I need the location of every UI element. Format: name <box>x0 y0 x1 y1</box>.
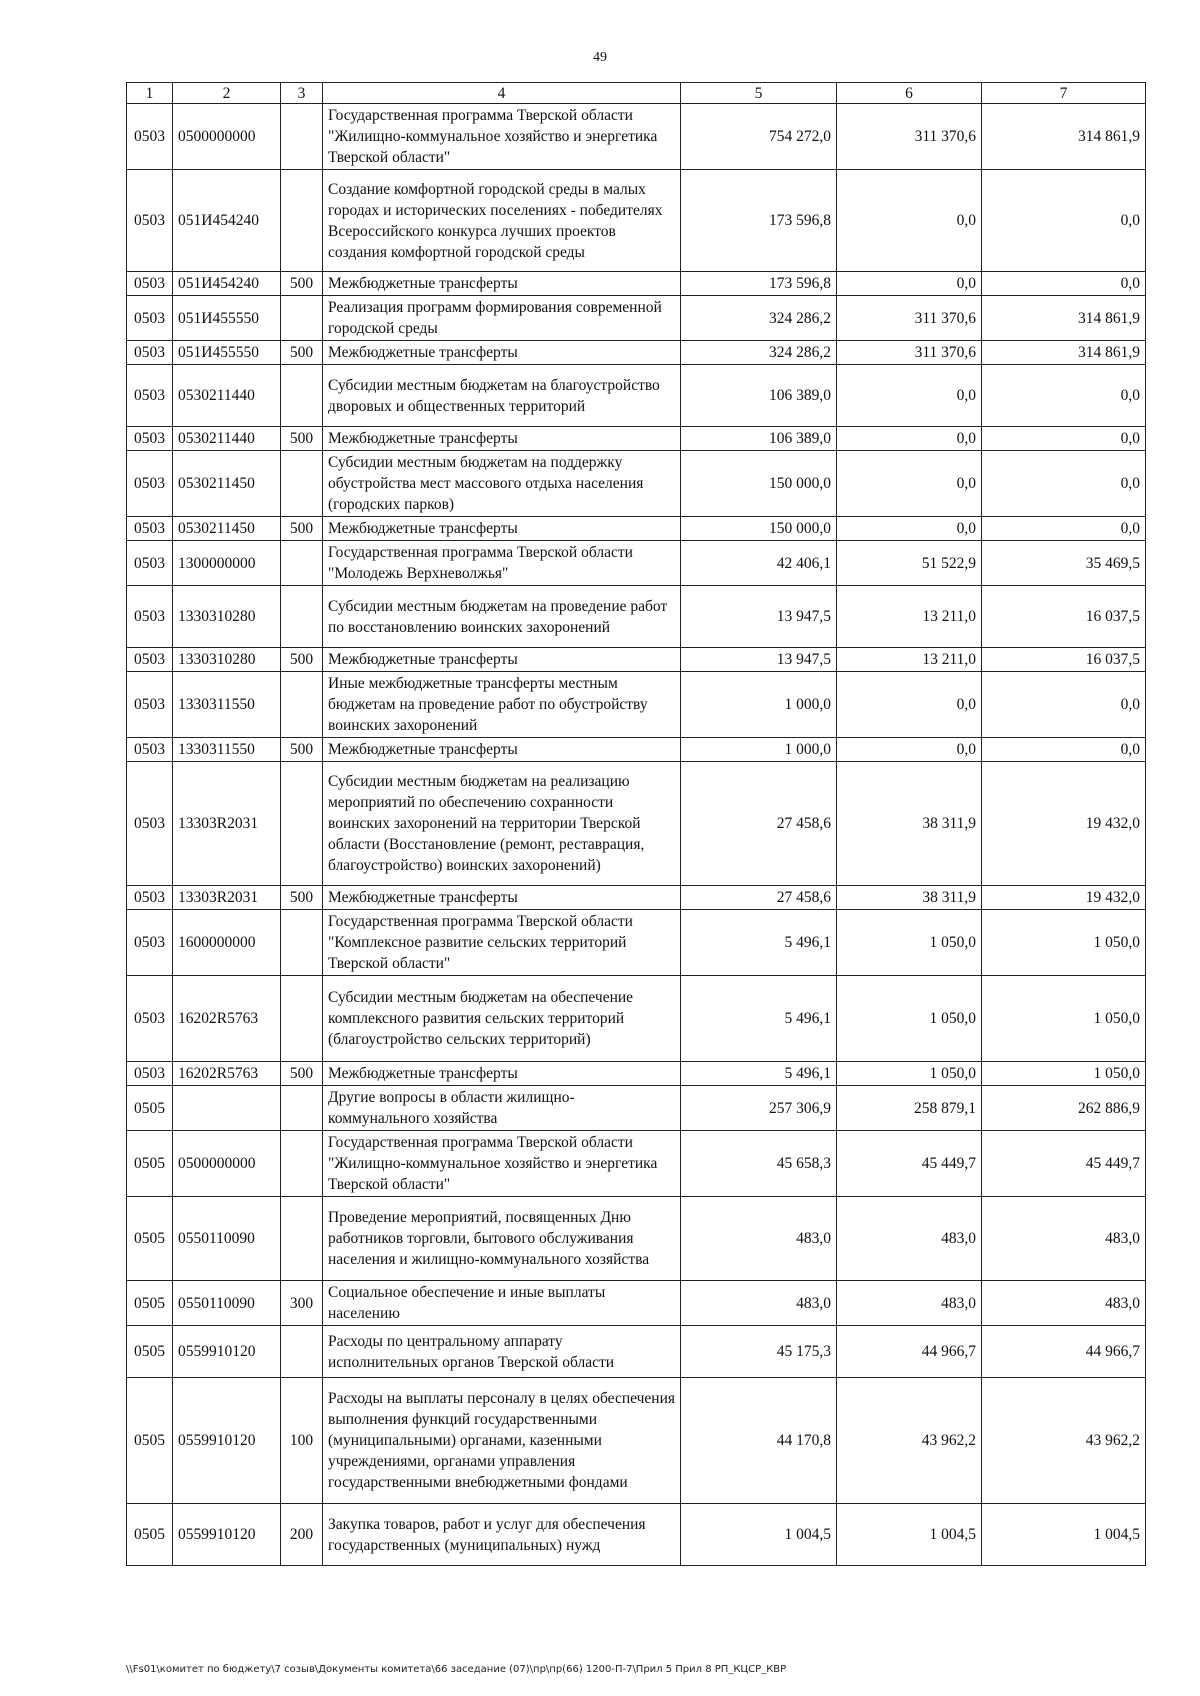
row-section-cell: 0505 <box>127 1281 173 1326</box>
column-header: 1 <box>127 83 173 104</box>
table-row <box>127 170 1146 272</box>
row-name-cell: Субсидии местным бюджетам на реализацию мероприятий по обеспечению сохранности воинских захоронений на территории Тверской области (Восстановление (ремонт, реставрация, благоустройство) воинских захоронений) <box>323 762 681 886</box>
table-row <box>127 1197 1146 1281</box>
row-value-year2-cell: 1 050,0 <box>837 976 982 1062</box>
row-type-cell <box>281 762 323 886</box>
row-value-year3-cell: 314 861,9 <box>982 341 1146 365</box>
row-section-cell: 0503 <box>127 427 173 451</box>
row-type-cell: 500 <box>281 517 323 541</box>
table-row <box>127 648 1146 672</box>
row-value-year3-cell: 43 962,2 <box>982 1378 1146 1504</box>
table-row <box>127 886 1146 910</box>
row-code-cell: 0530211450 <box>173 451 281 517</box>
row-value-year3-cell: 483,0 <box>982 1197 1146 1281</box>
row-value-year2-cell: 13 211,0 <box>837 648 982 672</box>
row-value-year2-cell: 38 311,9 <box>837 886 982 910</box>
row-name-cell: Межбюджетные трансферты <box>323 341 681 365</box>
row-section-cell: 0505 <box>127 1378 173 1504</box>
row-value-year1-cell: 483,0 <box>681 1197 837 1281</box>
row-value-year1-cell: 106 389,0 <box>681 427 837 451</box>
table-row <box>127 1131 1146 1197</box>
row-name-cell: Расходы по центральному аппарату исполнительных органов Тверской области <box>323 1326 681 1378</box>
row-value-year3-cell: 314 861,9 <box>982 296 1146 341</box>
row-value-year2-cell: 0,0 <box>837 170 982 272</box>
row-section-cell: 0505 <box>127 1197 173 1281</box>
row-value-year2-cell: 0,0 <box>837 365 982 427</box>
row-section-cell: 0503 <box>127 762 173 886</box>
row-code-cell: 051И454240 <box>173 170 281 272</box>
row-code-cell: 0559910120 <box>173 1504 281 1566</box>
row-name-cell: Межбюджетные трансферты <box>323 886 681 910</box>
row-section-cell: 0503 <box>127 365 173 427</box>
row-value-year1-cell: 13 947,5 <box>681 586 837 648</box>
row-value-year3-cell: 19 432,0 <box>982 762 1146 886</box>
row-section-cell: 0503 <box>127 170 173 272</box>
row-code-cell: 0559910120 <box>173 1326 281 1378</box>
row-value-year3-cell: 0,0 <box>982 365 1146 427</box>
row-value-year1-cell: 324 286,2 <box>681 341 837 365</box>
row-code-cell: 0530211440 <box>173 427 281 451</box>
row-section-cell: 0503 <box>127 451 173 517</box>
row-type-cell: 500 <box>281 648 323 672</box>
row-type-cell: 500 <box>281 886 323 910</box>
row-code-cell: 0550110090 <box>173 1197 281 1281</box>
row-value-year1-cell: 27 458,6 <box>681 762 837 886</box>
row-type-cell: 300 <box>281 1281 323 1326</box>
column-header: 7 <box>982 83 1146 104</box>
row-section-cell: 0503 <box>127 272 173 296</box>
table-row <box>127 976 1146 1062</box>
table-row <box>127 296 1146 341</box>
row-type-cell <box>281 586 323 648</box>
row-type-cell: 500 <box>281 341 323 365</box>
row-value-year3-cell: 19 432,0 <box>982 886 1146 910</box>
row-name-cell: Социальное обеспечение и иные выплаты населению <box>323 1281 681 1326</box>
row-section-cell: 0505 <box>127 1504 173 1566</box>
column-header: 3 <box>281 83 323 104</box>
row-type-cell <box>281 1086 323 1131</box>
row-value-year2-cell: 1 004,5 <box>837 1504 982 1566</box>
row-type-cell <box>281 451 323 517</box>
row-code-cell: 1330310280 <box>173 586 281 648</box>
row-section-cell: 0503 <box>127 341 173 365</box>
row-name-cell: Межбюджетные трансферты <box>323 1062 681 1086</box>
row-name-cell: Субсидии местным бюджетам на проведение работ по восстановлению воинских захоронений <box>323 586 681 648</box>
row-value-year3-cell: 314 861,9 <box>982 104 1146 170</box>
row-type-cell <box>281 1197 323 1281</box>
row-value-year2-cell: 483,0 <box>837 1281 982 1326</box>
table-body <box>127 104 1146 1566</box>
column-header: 2 <box>173 83 281 104</box>
row-section-cell: 0503 <box>127 104 173 170</box>
row-value-year2-cell: 0,0 <box>837 672 982 738</box>
row-value-year3-cell: 45 449,7 <box>982 1131 1146 1197</box>
row-section-cell: 0503 <box>127 738 173 762</box>
row-value-year3-cell: 0,0 <box>982 272 1146 296</box>
column-header: 6 <box>837 83 982 104</box>
row-value-year2-cell: 0,0 <box>837 738 982 762</box>
row-value-year2-cell: 13 211,0 <box>837 586 982 648</box>
row-section-cell: 0503 <box>127 586 173 648</box>
row-value-year1-cell: 45 175,3 <box>681 1326 837 1378</box>
row-value-year1-cell: 173 596,8 <box>681 170 837 272</box>
row-value-year2-cell: 44 966,7 <box>837 1326 982 1378</box>
row-type-cell: 500 <box>281 1062 323 1086</box>
row-code-cell: 13303R2031 <box>173 762 281 886</box>
row-name-cell: Государственная программа Тверской области "Комплексное развитие сельских территорий Тверской области" <box>323 910 681 976</box>
row-value-year2-cell: 311 370,6 <box>837 341 982 365</box>
table-row <box>127 1326 1146 1378</box>
row-value-year2-cell: 1 050,0 <box>837 1062 982 1086</box>
row-code-cell: 1300000000 <box>173 541 281 586</box>
row-value-year1-cell: 5 496,1 <box>681 976 837 1062</box>
row-section-cell: 0503 <box>127 1062 173 1086</box>
row-value-year3-cell: 0,0 <box>982 451 1146 517</box>
row-value-year1-cell: 27 458,6 <box>681 886 837 910</box>
table-row <box>127 672 1146 738</box>
row-value-year2-cell: 43 962,2 <box>837 1378 982 1504</box>
row-code-cell: 0530211440 <box>173 365 281 427</box>
row-value-year3-cell: 0,0 <box>982 427 1146 451</box>
table-row <box>127 541 1146 586</box>
table-row <box>127 451 1146 517</box>
row-section-cell: 0503 <box>127 648 173 672</box>
row-value-year2-cell: 0,0 <box>837 451 982 517</box>
row-value-year3-cell: 483,0 <box>982 1281 1146 1326</box>
row-code-cell: 051И455550 <box>173 296 281 341</box>
row-name-cell: Расходы на выплаты персоналу в целях обеспечения выполнения функций государственными (муниципальными) органами, казенными учреждениями, органами управления государственными внебюджетными фондами <box>323 1378 681 1504</box>
row-section-cell: 0503 <box>127 541 173 586</box>
table-header-row <box>127 83 1146 104</box>
row-code-cell: 0500000000 <box>173 1131 281 1197</box>
row-value-year1-cell: 106 389,0 <box>681 365 837 427</box>
row-type-cell <box>281 1131 323 1197</box>
row-code-cell: 1330310280 <box>173 648 281 672</box>
row-value-year2-cell: 45 449,7 <box>837 1131 982 1197</box>
row-value-year1-cell: 45 658,3 <box>681 1131 837 1197</box>
row-code-cell: 0559910120 <box>173 1378 281 1504</box>
table-row <box>127 341 1146 365</box>
row-value-year3-cell: 0,0 <box>982 517 1146 541</box>
row-section-cell: 0505 <box>127 1086 173 1131</box>
row-value-year1-cell: 5 496,1 <box>681 1062 837 1086</box>
row-value-year1-cell: 1 000,0 <box>681 672 837 738</box>
row-value-year1-cell: 1 000,0 <box>681 738 837 762</box>
row-type-cell <box>281 296 323 341</box>
row-type-cell: 500 <box>281 427 323 451</box>
row-section-cell: 0503 <box>127 517 173 541</box>
row-value-year3-cell: 1 050,0 <box>982 1062 1146 1086</box>
table-row <box>127 427 1146 451</box>
row-code-cell: 051И455550 <box>173 341 281 365</box>
row-type-cell <box>281 104 323 170</box>
row-value-year3-cell: 0,0 <box>982 672 1146 738</box>
row-type-cell: 500 <box>281 272 323 296</box>
row-code-cell: 16202R5763 <box>173 976 281 1062</box>
row-name-cell: Межбюджетные трансферты <box>323 272 681 296</box>
row-code-cell: 051И454240 <box>173 272 281 296</box>
row-code-cell: 1330311550 <box>173 738 281 762</box>
row-type-cell: 200 <box>281 1504 323 1566</box>
column-header: 5 <box>681 83 837 104</box>
row-name-cell: Субсидии местным бюджетам на обеспечение комплексного развития сельских территорий (благоустройство сельских территорий) <box>323 976 681 1062</box>
row-value-year2-cell: 0,0 <box>837 517 982 541</box>
table-row <box>127 1086 1146 1131</box>
table-row <box>127 365 1146 427</box>
row-value-year2-cell: 311 370,6 <box>837 296 982 341</box>
row-value-year3-cell: 1 050,0 <box>982 976 1146 1062</box>
page-number: 49 <box>593 50 607 65</box>
row-value-year1-cell: 324 286,2 <box>681 296 837 341</box>
row-value-year3-cell: 0,0 <box>982 170 1146 272</box>
row-name-cell: Государственная программа Тверской области "Жилищно-коммунальное хозяйство и энергетика Тверской области" <box>323 1131 681 1197</box>
row-value-year1-cell: 42 406,1 <box>681 541 837 586</box>
row-type-cell: 100 <box>281 1378 323 1504</box>
row-section-cell: 0505 <box>127 1326 173 1378</box>
row-code-cell: 13303R2031 <box>173 886 281 910</box>
row-value-year1-cell: 44 170,8 <box>681 1378 837 1504</box>
row-value-year2-cell: 38 311,9 <box>837 762 982 886</box>
row-value-year2-cell: 483,0 <box>837 1197 982 1281</box>
row-code-cell: 1330311550 <box>173 672 281 738</box>
row-value-year1-cell: 1 004,5 <box>681 1504 837 1566</box>
row-section-cell: 0503 <box>127 910 173 976</box>
row-value-year2-cell: 0,0 <box>837 272 982 296</box>
row-value-year2-cell: 258 879,1 <box>837 1086 982 1131</box>
row-name-cell: Закупка товаров, работ и услуг для обеспечения государственных (муниципальных) нужд <box>323 1504 681 1566</box>
row-section-cell: 0503 <box>127 672 173 738</box>
row-type-cell <box>281 1326 323 1378</box>
row-code-cell: 1600000000 <box>173 910 281 976</box>
row-value-year2-cell: 1 050,0 <box>837 910 982 976</box>
row-type-cell: 500 <box>281 738 323 762</box>
row-name-cell: Создание комфортной городской среды в малых городах и исторических поселениях - победителях Всероссийского конкурса лучших проектов создания комфортной городской среды <box>323 170 681 272</box>
row-code-cell: 16202R5763 <box>173 1062 281 1086</box>
row-name-cell: Межбюджетные трансферты <box>323 648 681 672</box>
row-type-cell <box>281 976 323 1062</box>
row-value-year3-cell: 16 037,5 <box>982 586 1146 648</box>
row-type-cell <box>281 170 323 272</box>
row-value-year3-cell: 0,0 <box>982 738 1146 762</box>
row-section-cell: 0505 <box>127 1131 173 1197</box>
file-path-footer: \\Fs01\комитет по бюджету\7 созыв\Документы комитета\66 заседание (07)\пр\пр(66) 1200-П-7\Прил 5 Прил 8 РП_КЦСР_КВР <box>126 1664 787 1675</box>
row-name-cell: Субсидии местным бюджетам на благоустройство дворовых и общественных территорий <box>323 365 681 427</box>
table-row <box>127 272 1146 296</box>
row-value-year3-cell: 1 050,0 <box>982 910 1146 976</box>
table-row <box>127 1062 1146 1086</box>
row-type-cell <box>281 541 323 586</box>
row-name-cell: Иные межбюджетные трансферты местным бюджетам на проведение работ по обустройству воинских захоронений <box>323 672 681 738</box>
row-name-cell: Государственная программа Тверской области "Молодежь Верхневолжья" <box>323 541 681 586</box>
row-section-cell: 0503 <box>127 886 173 910</box>
row-code-cell: 0550110090 <box>173 1281 281 1326</box>
row-section-cell: 0503 <box>127 976 173 1062</box>
row-value-year3-cell: 35 469,5 <box>982 541 1146 586</box>
table-row <box>127 738 1146 762</box>
row-name-cell: Субсидии местным бюджетам на поддержку обустройства мест массового отдыха населения (городских парков) <box>323 451 681 517</box>
row-name-cell: Межбюджетные трансферты <box>323 427 681 451</box>
row-name-cell: Государственная программа Тверской области "Жилищно-коммунальное хозяйство и энергетика Тверской области" <box>323 104 681 170</box>
row-code-cell <box>173 1086 281 1131</box>
row-name-cell: Проведение мероприятий, посвященных Дню работников торговли, бытового обслуживания населения и жилищно-коммунального хозяйства <box>323 1197 681 1281</box>
row-name-cell: Другие вопросы в области жилищно-коммунального хозяйства <box>323 1086 681 1131</box>
row-value-year3-cell: 44 966,7 <box>982 1326 1146 1378</box>
row-value-year2-cell: 51 522,9 <box>837 541 982 586</box>
row-value-year1-cell: 150 000,0 <box>681 451 837 517</box>
row-type-cell <box>281 365 323 427</box>
row-value-year1-cell: 173 596,8 <box>681 272 837 296</box>
row-value-year1-cell: 150 000,0 <box>681 517 837 541</box>
row-value-year2-cell: 0,0 <box>837 427 982 451</box>
table-row <box>127 517 1146 541</box>
row-code-cell: 0530211450 <box>173 517 281 541</box>
table-row <box>127 910 1146 976</box>
row-value-year1-cell: 483,0 <box>681 1281 837 1326</box>
row-section-cell: 0503 <box>127 296 173 341</box>
row-value-year3-cell: 16 037,5 <box>982 648 1146 672</box>
table-row <box>127 1281 1146 1326</box>
row-name-cell: Межбюджетные трансферты <box>323 517 681 541</box>
table-row <box>127 586 1146 648</box>
row-code-cell: 0500000000 <box>173 104 281 170</box>
row-name-cell: Межбюджетные трансферты <box>323 738 681 762</box>
column-header: 4 <box>323 83 681 104</box>
table-row <box>127 1504 1146 1566</box>
row-name-cell: Реализация программ формирования современной городской среды <box>323 296 681 341</box>
row-value-year3-cell: 262 886,9 <box>982 1086 1146 1131</box>
row-value-year1-cell: 754 272,0 <box>681 104 837 170</box>
row-type-cell <box>281 672 323 738</box>
table-row <box>127 762 1146 886</box>
row-value-year1-cell: 5 496,1 <box>681 910 837 976</box>
row-value-year1-cell: 257 306,9 <box>681 1086 837 1131</box>
row-type-cell <box>281 910 323 976</box>
table-row <box>127 104 1146 170</box>
budget-table <box>126 82 1146 1566</box>
table-row <box>127 1378 1146 1504</box>
row-value-year1-cell: 13 947,5 <box>681 648 837 672</box>
row-value-year2-cell: 311 370,6 <box>837 104 982 170</box>
row-value-year3-cell: 1 004,5 <box>982 1504 1146 1566</box>
